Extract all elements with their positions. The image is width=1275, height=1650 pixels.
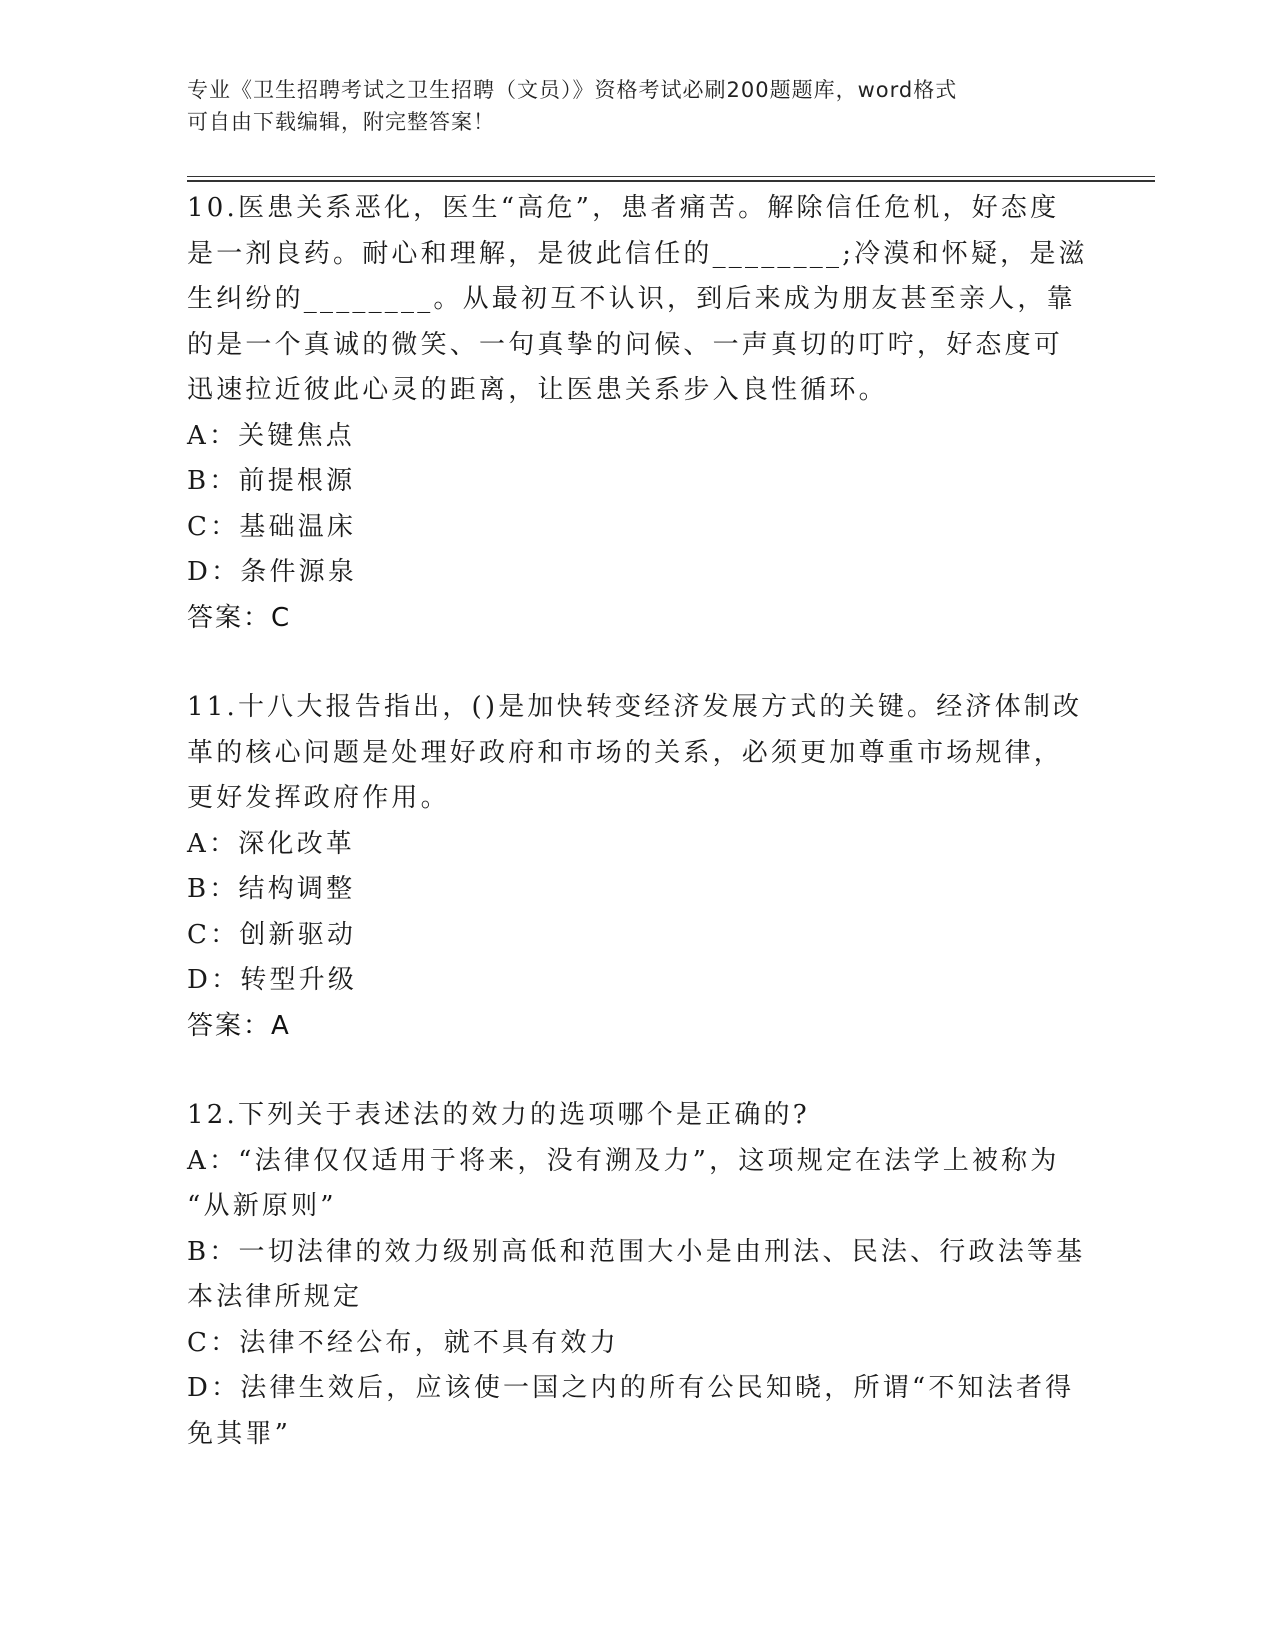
- option-a: A：“法律仅仅适用于将来，没有溯及力”，这项规定在法学上被称为: [187, 1145, 1060, 1176]
- option-d-continued: 免其罪”: [187, 1418, 292, 1449]
- question-text-line: 迅速拉近彼此心灵的距离，让医患关系步入良性循环。: [187, 375, 888, 405]
- question-text-line: 生纠纷的________。从最初互不认识，到后来成为朋友甚至亲人，靠: [187, 284, 1076, 314]
- option-d: D：转型升级: [187, 965, 358, 995]
- question-text-line: 的是一个真诚的微笑、一句真挚的问候、一声真切的叮咛，好态度可: [187, 329, 1064, 360]
- question-text-line: 10.医患关系恶化，医生“高危”，患者痛苦。解除信任危机，好态度: [187, 193, 1060, 223]
- header-title-line-1: 专业《卫生招聘考试之卫生招聘（文员）》资格考试必刷200题题库，word格式: [187, 78, 958, 102]
- option-c: C：基础温床: [187, 511, 357, 542]
- option-b: B：结构调整: [187, 874, 356, 904]
- option-a: A：深化改革: [187, 828, 355, 859]
- header-divider-thick: [187, 180, 1155, 182]
- option-a-continued: “从新原则”: [187, 1191, 337, 1221]
- question-11: [187, 685, 1083, 1049]
- question-text-line: 革的核心问题是处理好政府和市场的关系，必须更加尊重市场规律，: [187, 737, 1064, 768]
- header-divider-thin: [187, 176, 1155, 177]
- question-text-line: 12.下列关于表述法的效力的选项哪个是正确的?: [187, 1100, 810, 1130]
- question-text-line: 是一剂良药。耐心和理解，是彼此信任的________;冷漠和怀疑，是滋: [187, 238, 1088, 269]
- question-12: [187, 1093, 1086, 1457]
- option-c: C：法律不经公布，就不具有效力: [187, 1327, 619, 1358]
- question-text-line: 更好发挥政府作用。: [187, 783, 450, 813]
- page-header: [187, 74, 1067, 138]
- option-b: B：前提根源: [187, 466, 356, 496]
- option-b: B：一切法律的效力级别高低和范围大小是由刑法、民法、行政法等基: [187, 1236, 1086, 1267]
- option-a: A：关键焦点: [187, 420, 355, 451]
- question-list: [187, 186, 1088, 1457]
- question-text-line: 11.十八大报告指出，()是加快转变经济发展方式的关键。经济体制改: [187, 692, 1083, 722]
- answer-label: 答案：A: [187, 1010, 291, 1041]
- option-b-continued: 本法律所规定: [187, 1282, 363, 1312]
- question-10: [187, 186, 1088, 641]
- option-c: C：创新驱动: [187, 919, 357, 950]
- option-d: D：法律生效后，应该使一国之内的所有公民知晓，所谓“不知法者得: [187, 1373, 1075, 1403]
- header-title-line-2: 可自由下载编辑，附完整答案！: [187, 110, 495, 134]
- answer-label: 答案：C: [187, 602, 292, 633]
- option-d: D：条件源泉: [187, 557, 358, 587]
